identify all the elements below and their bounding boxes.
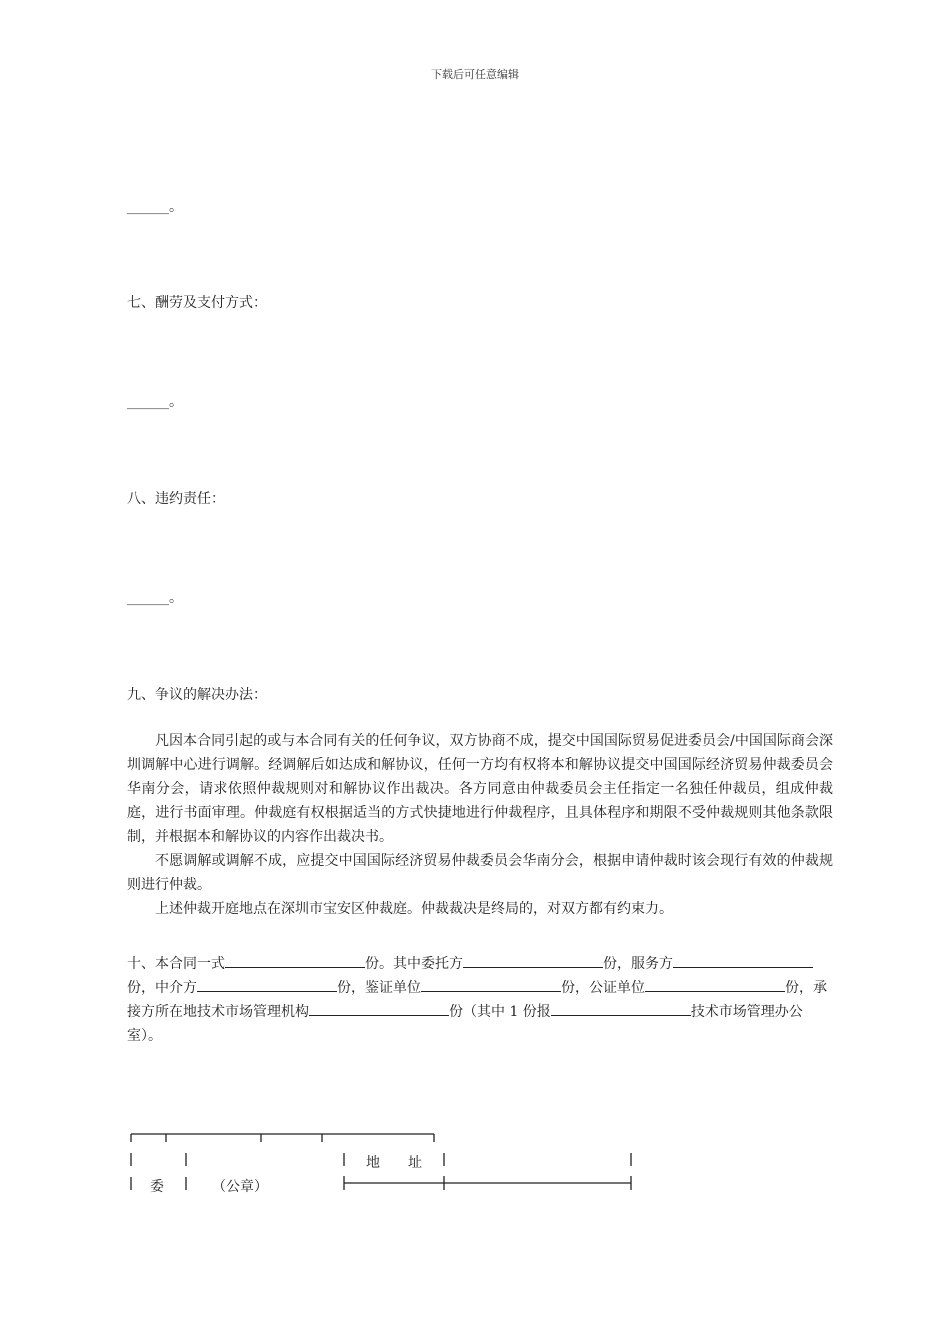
section10-text-7: 份，承接方所在地技术市场管理机构: [127, 980, 827, 1020]
section10-text-3: 份，服务方: [603, 956, 673, 972]
section8-blank-end: ______。: [127, 590, 183, 606]
page-header: 下载后可任意编辑: [431, 68, 519, 81]
section10-text-5: 份，鉴证单位: [337, 980, 421, 996]
section6-blank-end: ______。: [127, 199, 183, 215]
section9-title: 九、争议的解决办法：: [127, 687, 267, 703]
party-label: 委: [150, 1179, 164, 1195]
section7-blank-end: ______。: [127, 394, 183, 410]
section10-text-2: 份。其中委托方: [365, 956, 463, 972]
section10-text-1: 十、本合同一式: [127, 956, 225, 972]
section10-text-6: 份，公证单位: [561, 980, 645, 996]
seal-label: （公章）: [212, 1179, 268, 1195]
section9-paragraph-2: 不愿调解或调解不成，应提交中国国际经济贸易仲裁委员会华南分会，根据申请仲裁时该会现行有效的仲裁规则进行仲裁。: [127, 853, 833, 893]
section10-text-9: 技术市场管理办公室）。: [127, 1004, 803, 1044]
section9-paragraph-3: 上述仲裁开庭地点在深圳市宝安区仲裁庭。仲裁裁决是终局的，对双方都有约束力。: [155, 901, 673, 917]
section10-text-4: 份，中介方: [127, 980, 197, 996]
section8-title: 八、违约责任：: [127, 491, 225, 507]
section9-paragraph-1: 凡因本合同引起的或与本合同有关的任何争议，双方协商不成，提交中国国际贸易促进委员会/中国国际商会深圳调解中心进行调解。经调解后如达成和解协议，任何一方均有权将本和解协议提交中国国际经济贸易仲裁委员会华南分会，请求依照仲裁规则对和解协议作出裁决。各方同意由仲裁委员会主任指定一名独任仲裁员，组成仲裁庭，进行书面审理。仲裁庭有权根据适当的方式快捷地进行仲裁程序，且具体程序和期限不受仲裁规则其他条款限制，并根据本和解协议的内容作出裁决书。: [127, 733, 833, 845]
section10-text-8: 份（其中 1 份报: [449, 1004, 551, 1020]
section7-title: 七、酬劳及支付方式：: [127, 295, 267, 311]
address-label: 地 址: [366, 1155, 422, 1171]
